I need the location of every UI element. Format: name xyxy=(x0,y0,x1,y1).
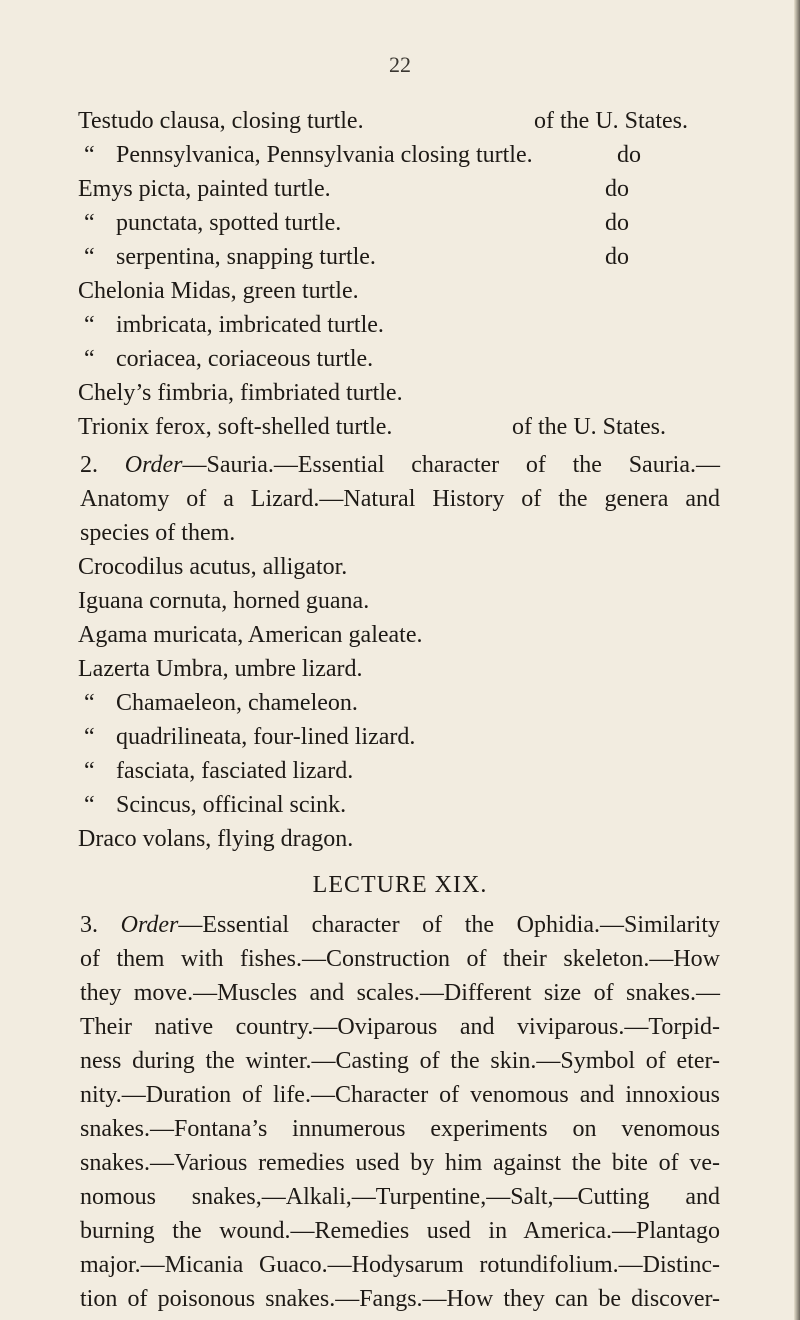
paragraph-line: species of them. xyxy=(80,520,236,546)
list-item xyxy=(78,584,738,618)
list-item-text: quadrilineata, four-lined lizard. xyxy=(116,724,416,750)
list-item-text: serpentina, snapping turtle. xyxy=(116,244,376,270)
list-item-text: Iguana cornuta, horned guana. xyxy=(78,588,370,614)
list-item xyxy=(84,788,744,822)
list-item-text: Testudo clausa, closing turtle. xyxy=(78,108,364,134)
list-item-text: Pennsylvanica, Pennsylvania closing turtle. xyxy=(116,142,533,168)
list-item-text: Lazerta Umbra, umbre lizard. xyxy=(78,656,363,682)
list-item-text: Crocodilus acutus, alligator. xyxy=(78,554,348,580)
ditto-mark: “ xyxy=(84,690,95,716)
list-item xyxy=(84,206,744,240)
list-item-text: fasciata, fasciated lizard. xyxy=(116,758,354,784)
ditto-mark: “ xyxy=(84,792,95,818)
list-item xyxy=(78,618,738,652)
list-item-text: Agama muricata, American galeate. xyxy=(78,622,423,648)
ditto-mark: “ xyxy=(84,758,95,784)
list-item xyxy=(78,274,738,308)
paragraph-line: 2. Order—Sauria.—Essential character of the Sauria.— xyxy=(80,452,721,478)
list-item xyxy=(78,172,738,206)
ditto-mark: “ xyxy=(84,724,95,750)
list-item-text: Emys picta, painted turtle. xyxy=(78,176,331,202)
paragraph-line: snakes.—Various remedies used by him against the bite of ve- xyxy=(80,1150,720,1176)
list-item-text: Chamaeleon, chameleon. xyxy=(116,690,358,716)
list-item xyxy=(84,754,744,788)
ditto-mark: “ xyxy=(84,244,95,270)
list-item-region: of the U. States. xyxy=(534,108,688,134)
list-item-text: Chelonia Midas, green turtle. xyxy=(78,278,359,304)
paragraph-line: nomous snakes,—Alkali,—Turpentine,—Salt,—Cutting and xyxy=(80,1184,720,1210)
order-label: Order xyxy=(124,452,183,478)
paragraph-line: major.—Micania Guaco.—Hodysarum rotundifolium.—Distinc- xyxy=(80,1252,720,1278)
list-item-region: do xyxy=(605,210,629,236)
list-item xyxy=(84,720,744,754)
list-item xyxy=(84,686,744,720)
paragraph-line: they move.—Muscles and scales.—Different size of snakes.— xyxy=(80,980,720,1006)
list-item-region: do xyxy=(605,176,629,202)
list-item xyxy=(78,550,738,584)
paragraph-line: ness during the winter.—Casting of the skin.—Symbol of eter- xyxy=(80,1048,720,1074)
page-number: 22 xyxy=(389,52,411,77)
list-item xyxy=(78,652,738,686)
list-item-text: Draco volans, flying dragon. xyxy=(78,826,354,852)
paragraph-line: Anatomy of a Lizard.—Natural History of the genera and xyxy=(80,486,720,512)
ditto-mark: “ xyxy=(84,312,95,338)
list-item-text: imbricata, imbricated turtle. xyxy=(116,312,384,338)
paragraph-line: burning the wound.—Remedies used in America.—Plantago xyxy=(80,1218,720,1244)
ditto-mark: “ xyxy=(84,142,95,168)
list-item xyxy=(78,376,738,410)
list-item xyxy=(84,138,744,172)
paragraph-line: snakes.—Fontana’s innumerous experiments on venomous xyxy=(80,1116,720,1142)
order-label: Order xyxy=(120,912,179,938)
ditto-mark: “ xyxy=(84,346,95,372)
list-item xyxy=(84,342,744,376)
list-item-region: of the U. States. xyxy=(512,414,666,440)
list-item xyxy=(84,240,744,274)
paragraph-line: Their native country.—Oviparous and viviparous.—Torpid- xyxy=(80,1014,720,1040)
list-item-text: punctata, spotted turtle. xyxy=(116,210,342,236)
list-item xyxy=(84,308,744,342)
lecture-heading: LECTURE XIX. xyxy=(312,872,488,898)
paragraph-line: of them with fishes.—Construction of their skeleton.—How xyxy=(80,946,720,972)
list-item-text: Trionix ferox, soft-shelled turtle. xyxy=(78,414,393,440)
page-edge-shadow xyxy=(794,0,800,1320)
list-item xyxy=(78,104,738,138)
ditto-mark: “ xyxy=(84,210,95,236)
list-item-text: Chely’s fimbria, fimbriated turtle. xyxy=(78,380,403,406)
list-item-text: coriacea, coriaceous turtle. xyxy=(116,346,374,372)
paragraph-line: nity.—Duration of life.—Character of venomous and innoxious xyxy=(80,1082,720,1108)
list-item xyxy=(78,822,738,856)
list-item-text: Scincus, officinal scink. xyxy=(116,792,347,818)
paragraph-line: 3. Order—Essential character of the Ophidia.—Similarity xyxy=(80,912,720,938)
list-item-region: do xyxy=(617,142,641,168)
list-item-region: do xyxy=(605,244,629,270)
paragraph-line: tion of poisonous snakes.—Fangs.—How they can be discover- xyxy=(80,1286,720,1312)
list-item xyxy=(78,410,738,444)
